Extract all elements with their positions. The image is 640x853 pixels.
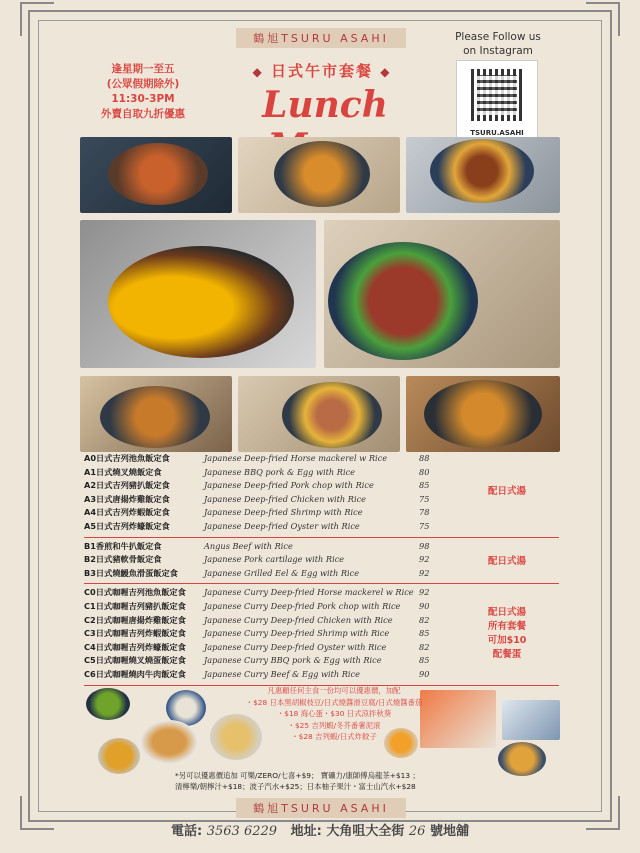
item-name-zh: A5日式吉列炸蠔飯定食: [84, 520, 170, 531]
food-photo: [238, 137, 400, 213]
address-suffix: 號地舖: [429, 824, 469, 839]
side-line: 配餐蛋: [492, 649, 522, 660]
side-line: 配日式湯: [487, 607, 526, 618]
phone-number[interactable]: 3563 6229: [206, 824, 278, 839]
menu-item: [84, 540, 564, 554]
food-photo: [502, 700, 560, 740]
side-note-a: 配日式湯: [487, 486, 526, 497]
addon-line: ・$18 海心蛋・$30 日式涼拌秋葵: [276, 709, 392, 718]
title-ja-text: 日式午市套餐: [270, 62, 373, 80]
item-price: 80: [419, 466, 430, 477]
addon-line: 凡惠顧任何主食一份均可以優惠價，加配: [267, 686, 401, 695]
item-price: 82: [419, 614, 430, 625]
follow-line: Please Follow us: [455, 31, 541, 43]
promo-hours: [68, 62, 218, 122]
menu-item: [84, 520, 564, 534]
item-price: 75: [419, 493, 430, 504]
side-note-c: [468, 606, 546, 662]
item-price: 90: [419, 668, 430, 679]
item-price: 75: [419, 520, 430, 531]
diamond-icon: ◆: [380, 65, 392, 79]
addon-line: ・$28 吉列蝦/日式炸餃子: [291, 732, 377, 741]
item-price: 85: [419, 628, 430, 639]
food-photo: [86, 688, 130, 720]
item-name-zh: A3日式唐揚炸雞飯定食: [84, 493, 170, 504]
brand-header: 鶴旭TSURU ASAHI: [236, 28, 406, 48]
item-name-zh: C1日式咖喱吉列豬扒飯定食: [84, 600, 186, 611]
item-price: 85: [419, 655, 430, 666]
food-photo: [140, 720, 198, 764]
item-price: 92: [419, 587, 430, 598]
phone-label: 電話:: [171, 824, 203, 839]
item-price: 98: [419, 540, 430, 551]
address-number: 26: [408, 824, 426, 839]
item-name-zh: B2日式豬軟骨飯定食: [84, 554, 162, 565]
item-name-zh: A0日式吉列池魚飯定食: [84, 453, 170, 463]
item-name-en: Japanese Grilled Eel & Egg with Rice: [204, 567, 360, 578]
item-name-en: Japanese Curry Deep-fried Chicken with Rice: [204, 614, 393, 625]
food-photo: [498, 742, 546, 776]
food-photo: [406, 137, 560, 213]
item-price: 85: [419, 480, 430, 491]
title-japanese: [232, 60, 412, 81]
address-street: 大角咀大全街: [326, 824, 405, 839]
side-line: 可加$10: [487, 635, 527, 646]
address-label: 地址:: [290, 824, 322, 839]
item-name-en: Japanese BBQ pork & Egg with Rice: [204, 466, 356, 477]
item-name-en: Japanese Deep-fried Oyster with Rice: [204, 520, 360, 531]
frame-corner: [586, 2, 620, 36]
food-photo: [238, 376, 400, 452]
frame-corner: [20, 2, 54, 36]
item-name-zh: C4日式咖喱吉列炸蠔飯定食: [84, 641, 186, 652]
food-photo: [80, 137, 232, 213]
instagram-follow: [448, 30, 548, 58]
item-name-zh: B1香煎和牛扒飯定食: [84, 540, 162, 551]
side-line: 所有套餐: [487, 621, 526, 632]
item-name-en: Japanese Deep-fried Shrimp with Rice: [204, 507, 363, 518]
addon-line: ・$25 吉列蝦/冬芥番薯泥滾: [287, 720, 381, 730]
diamond-icon: ◆: [252, 65, 264, 79]
item-name-zh: C0日式咖喱吉列池魚飯定食: [84, 587, 186, 598]
item-name-en: Japanese Deep-fried Horse mackerel w Rice: [204, 453, 388, 463]
item-price: 82: [419, 641, 430, 652]
item-price: 78: [419, 507, 430, 518]
addon-line: ・$28 日本黑胡椒枝豆/日式燒醬滑豆腐/日式燒醬番茄: [245, 697, 423, 707]
food-photo: [406, 376, 560, 452]
title-lunch-menu: Lunch: [262, 84, 388, 126]
group-divider: [84, 537, 559, 538]
menu-item: [84, 586, 564, 600]
item-name-en: Japanese Curry BBQ pork & Egg with Rice: [204, 655, 382, 666]
drink-line: *另可以優惠價追加 可樂/ZERO/七喜+$9； 寶礦力/康師傅烏龍茶+$13 ；: [175, 771, 420, 780]
instagram-qr-code[interactable]: [456, 60, 538, 140]
hours-line: 外賣自取九折優惠: [101, 108, 185, 120]
item-name-zh: A1日式燒叉燒飯定食: [84, 466, 162, 477]
hours-line: 逢星期一至五: [111, 63, 175, 75]
follow-line: on Instagram: [463, 45, 533, 57]
item-name-zh: A4日式吉列炸蝦飯定食: [84, 507, 170, 518]
drink-line: 清檸樂/朝檸汁+$18；波子汽水+$25；日本柚子果汁・富士山汽水+$28: [175, 782, 416, 791]
food-photo: [324, 220, 560, 368]
menu-item: [84, 466, 564, 480]
item-name-en: Japanese Deep-fried Chicken with Rice: [204, 493, 366, 504]
item-name-zh: C6日式咖喱燒肉牛肉飯定食: [84, 668, 186, 679]
group-divider: [84, 583, 559, 584]
menu-item: [84, 668, 564, 682]
item-name-en: Japanese Curry Deep-fried Shrimp with Rice: [204, 628, 390, 639]
addon-offers: [204, 685, 464, 743]
item-name-zh: C3日式咖喱吉列炸蝦飯定食: [84, 628, 186, 639]
menu-item: [84, 452, 564, 466]
side-note-b: 配日式湯: [487, 556, 526, 567]
item-price: 88: [419, 453, 430, 463]
food-photo: [98, 738, 140, 774]
item-name-zh: C2日式咖喱唐揚炸雞飯定食: [84, 614, 186, 625]
item-name-zh: C5日式咖喱燒叉燒蛋飯定食: [84, 655, 186, 666]
item-price: 90: [419, 600, 430, 611]
item-name-zh: B3日式燒鰻魚滑蛋飯定食: [84, 567, 178, 578]
food-photo: [80, 220, 316, 368]
drink-offers: [175, 770, 475, 792]
qr-code-icon: [471, 69, 523, 121]
brand-footer: 鶴旭TSURU ASAHI: [236, 798, 406, 818]
hours-line: (公眾假期除外): [106, 78, 180, 90]
item-name-en: Angus Beef with Rice: [204, 540, 293, 551]
item-name-en: Japanese Curry Beef & Egg with Rice: [204, 668, 360, 679]
item-name-en: Japanese Curry Deep-fried Horse mackerel w Rice: [204, 587, 414, 598]
item-name-en: Japanese Curry Deep-fried Pork chop with Rice: [204, 600, 401, 611]
contact-info: [0, 820, 640, 839]
item-price: 92: [419, 567, 430, 578]
item-name-en: Japanese Pork cartilage with Rice: [204, 554, 345, 565]
item-name-en: Japanese Curry Deep-fried Oyster with Rice: [204, 641, 387, 652]
hours-line: 11:30-3PM: [111, 93, 175, 105]
menu-item: [84, 506, 564, 520]
item-name-en: Japanese Deep-fried Pork chop with Rice: [204, 480, 374, 491]
item-price: 92: [419, 554, 430, 565]
food-photo: [80, 376, 232, 452]
item-name-zh: A2日式吉列豬扒飯定食: [84, 480, 170, 491]
qr-label: TSURU.ASAHI: [470, 129, 524, 137]
